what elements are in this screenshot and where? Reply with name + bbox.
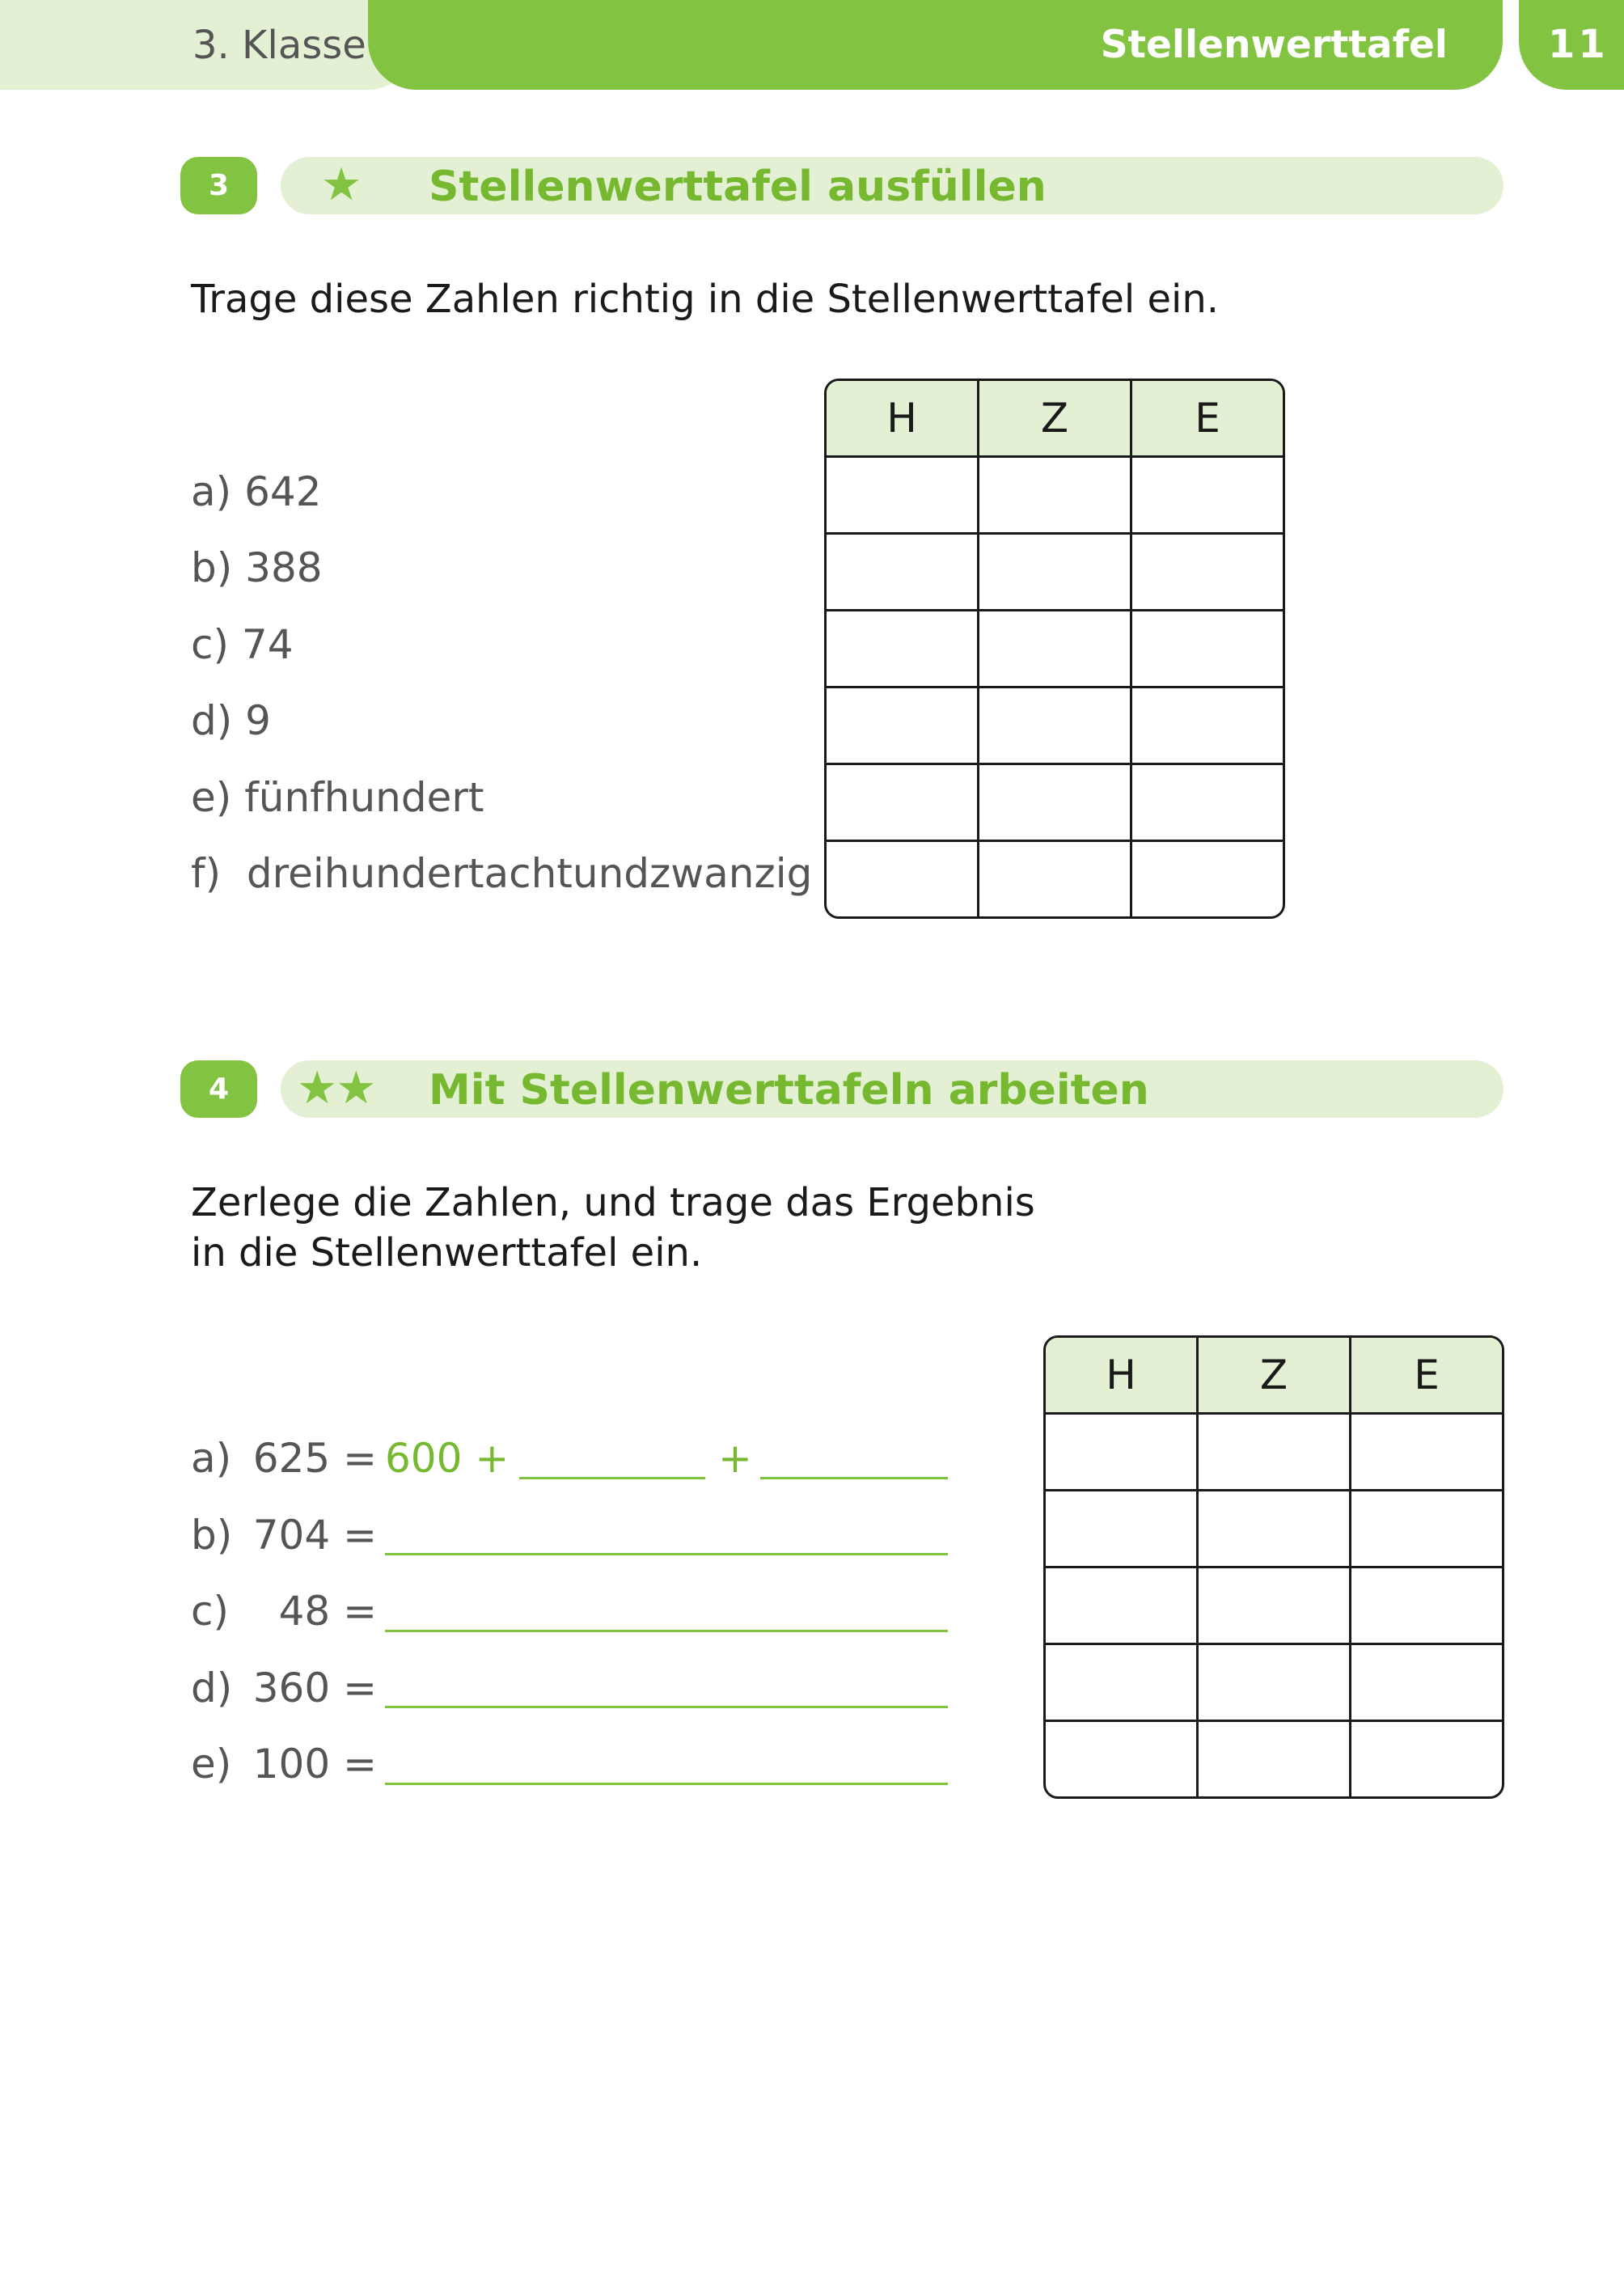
- column-header-ones: E: [1132, 381, 1283, 458]
- table-cell[interactable]: [979, 535, 1132, 611]
- table-row: [827, 688, 1283, 765]
- task-4-instruction-line-1: Zerlege die Zahlen, und trage das Ergebnis: [191, 1180, 1035, 1225]
- answer-line[interactable]: [519, 1477, 705, 1479]
- table-cell[interactable]: [979, 842, 1132, 916]
- column-header-ones: E: [1351, 1338, 1502, 1415]
- table-row: [827, 535, 1283, 611]
- list-item: e) fünfhundert: [191, 774, 484, 821]
- two-stars-icon: ★★: [297, 1062, 375, 1115]
- table-cell[interactable]: [1199, 1722, 1351, 1796]
- table-row: [1046, 1722, 1502, 1796]
- table-row: [1046, 1645, 1502, 1722]
- table-cell[interactable]: [979, 458, 1132, 535]
- task-4-title: Mit Stellenwerttafeln arbeiten: [429, 1066, 1149, 1115]
- table-cell[interactable]: [1199, 1415, 1351, 1491]
- task-4-title-bar: [281, 1060, 1503, 1118]
- equation-d-prefix: d) 360 =: [191, 1665, 377, 1711]
- equation-a-example: 600 +: [385, 1435, 510, 1482]
- answer-line[interactable]: [760, 1477, 948, 1479]
- table-cell[interactable]: [827, 765, 979, 842]
- answer-line[interactable]: [385, 1630, 948, 1632]
- answer-line[interactable]: [385, 1783, 948, 1785]
- answer-line[interactable]: [385, 1553, 948, 1555]
- equation-c-prefix: c) 48 =: [191, 1588, 377, 1635]
- table-cell[interactable]: [827, 688, 979, 765]
- table-cell[interactable]: [827, 842, 979, 916]
- list-item: f) dreihundertachtundzwanzig: [191, 850, 813, 897]
- equation-e-prefix: e) 100 =: [191, 1741, 377, 1787]
- table-cell[interactable]: [1351, 1415, 1502, 1491]
- task-3-instruction: Trage diese Zahlen richtig in die Stellenwerttafel ein.: [191, 277, 1220, 322]
- column-header-tens: Z: [979, 381, 1132, 458]
- table-cell[interactable]: [1046, 1645, 1199, 1722]
- list-item: d) 9: [191, 697, 271, 744]
- list-item: b) 388: [191, 544, 323, 591]
- table-row: [827, 765, 1283, 842]
- task-4-number-badge: 4: [180, 1060, 257, 1118]
- equation-a-prefix: a) 625 =: [191, 1435, 377, 1482]
- table-cell[interactable]: [827, 458, 979, 535]
- table-cell[interactable]: [1132, 765, 1283, 842]
- star-icon: ★: [321, 159, 361, 211]
- table-cell[interactable]: [1046, 1722, 1199, 1796]
- table-cell[interactable]: [1199, 1491, 1351, 1568]
- task-3-title-bar: [281, 157, 1503, 214]
- table-cell[interactable]: [1132, 611, 1283, 688]
- place-value-table-task-3: [824, 379, 1285, 919]
- table-cell[interactable]: [979, 688, 1132, 765]
- topic-label: Stellenwerttafel: [1100, 23, 1448, 67]
- table-row: [827, 842, 1283, 916]
- table-row: [827, 611, 1283, 688]
- place-value-table-task-4: [1043, 1335, 1504, 1799]
- table-cell[interactable]: [1351, 1722, 1502, 1796]
- table-header-row: [1046, 1338, 1502, 1415]
- column-header-hundreds: H: [1046, 1338, 1199, 1415]
- table-row: [827, 458, 1283, 535]
- table-cell[interactable]: [1046, 1415, 1199, 1491]
- column-header-hundreds: H: [827, 381, 979, 458]
- answer-line[interactable]: [385, 1706, 948, 1708]
- table-cell[interactable]: [1199, 1568, 1351, 1645]
- table-cell[interactable]: [1132, 535, 1283, 611]
- grade-label: 3. Klasse: [192, 23, 366, 68]
- list-item: c) 74: [191, 621, 294, 668]
- table-cell[interactable]: [979, 765, 1132, 842]
- table-cell[interactable]: [827, 535, 979, 611]
- table-row: [1046, 1491, 1502, 1568]
- table-cell[interactable]: [1132, 688, 1283, 765]
- table-cell[interactable]: [1351, 1645, 1502, 1722]
- equation-b-prefix: b) 704 =: [191, 1512, 377, 1559]
- page-number: 11: [1548, 22, 1609, 67]
- table-cell[interactable]: [827, 611, 979, 688]
- list-item: a) 642: [191, 468, 322, 515]
- header-topic-bar: [368, 0, 1503, 90]
- table-row: [1046, 1415, 1502, 1491]
- table-cell[interactable]: [1046, 1491, 1199, 1568]
- plus-sign: +: [718, 1435, 752, 1482]
- table-cell[interactable]: [979, 611, 1132, 688]
- table-header-row: [827, 381, 1283, 458]
- table-cell[interactable]: [1199, 1645, 1351, 1722]
- table-cell[interactable]: [1351, 1491, 1502, 1568]
- table-row: [1046, 1568, 1502, 1645]
- table-cell[interactable]: [1046, 1568, 1199, 1645]
- table-cell[interactable]: [1132, 842, 1283, 916]
- page-number-tab: [1519, 0, 1624, 90]
- task-4-instruction-line-2: in die Stellenwerttafel ein.: [191, 1230, 703, 1276]
- column-header-tens: Z: [1199, 1338, 1351, 1415]
- header-grade-tab: [0, 0, 417, 90]
- table-cell[interactable]: [1351, 1568, 1502, 1645]
- table-cell[interactable]: [1132, 458, 1283, 535]
- task-3-title: Stellenwerttafel ausfüllen: [429, 163, 1047, 211]
- task-3-number-badge: 3: [180, 157, 257, 214]
